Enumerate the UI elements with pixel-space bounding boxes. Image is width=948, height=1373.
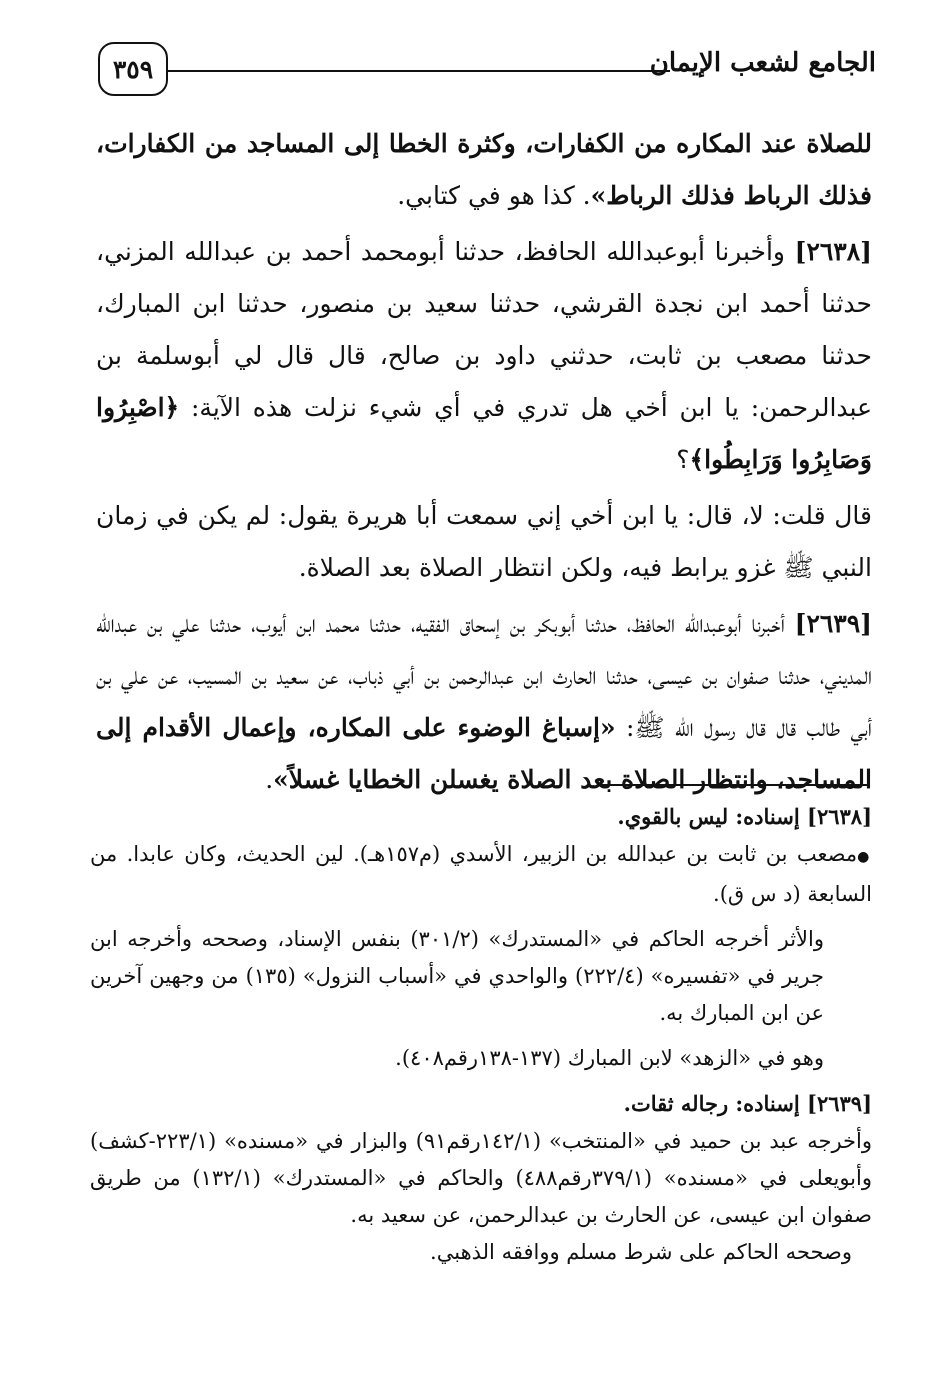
main-text: [96, 118, 872, 810]
bullet-icon: ●: [857, 849, 873, 865]
header-rule: [166, 70, 670, 72]
hadith-number: [٢٦٣٨]: [794, 237, 872, 266]
isnad-text: وأخبرنا أبوعبدالله الحافظ، حدثنا أبومحمد أحمد بن عبدالله المزني، حدثنا أحمد ابن نجدة القرشي، حدثنا سعيد بن منصور، حدثنا ابن المبارك، حدثنا مصعب بن ثابت، حدثني داود بن صالح، قال قال لي أبوسلمة بن عبدالرحمن: يا ابن أخي هل تدري في أي شيء نزلت هذه الآية:: [96, 237, 872, 422]
page-header: [98, 42, 876, 94]
paragraph-2639: [96, 598, 872, 806]
hadith-text-bold: للصلاة عند المكاره من الكفارات، وكثرة الخطا إلى المساجد من الكفارات، فذلك الرباط فذلك الرباط»: [96, 129, 872, 210]
paragraph-continuation: [96, 118, 872, 222]
remark-text: . كذا هو في كتابي.: [397, 181, 591, 210]
footnote-zuhd: [90, 1040, 872, 1077]
footnote-2638: [90, 798, 872, 836]
period: .: [265, 765, 274, 794]
hadith-number: [٢٦٣٩]: [794, 609, 872, 638]
footnote-narrator: [90, 836, 872, 913]
hadith-text-bold: «إسباغ الوضوء على المكاره، وإعمال الأقدام إلى المساجد، وانتظار الصلاة بعد الصلاة يغسلن الخطايا غسلاً»: [96, 713, 872, 794]
footnote-heading: إسناده: ليس بالقوي.: [617, 804, 807, 829]
zuhd-text: وهو في «الزهد» لابن المبارك (١٣٧-١٣٨رقم٤٠٨).: [395, 1046, 824, 1070]
footnote-takhrij: [90, 921, 872, 1032]
narrator-text: مصعب بن ثابت بن عبدالله بن الزبير، الأسدي (م١٥٧هـ). لين الحديث، وكان عابدا. من السابعة (د س ق).: [90, 842, 872, 906]
isnad-text: أخبرنا أبوعبدالله الحافظ، حدثنا أبوبكر بن إسحاق الفقيه، حدثنا محمد ابن أيوب، حدثنا علي بن عبدالله المديني، حدثنا صفوان بن عيسى، حدثنا الحارث ابن عبدالرحمن بن أبي ذباب، عن سعيد بن المسيب، عن علي بن أبي طالب قال قال رسول الله ﷺ:: [96, 609, 873, 742]
paragraph-2638-answer: [96, 490, 872, 594]
tashih-text: وصححه الحاكم على شرط مسلم ووافقه الذهبي.: [430, 1240, 852, 1264]
quran-verse: ﴿اصْبِرُوا وَصَابِرُوا وَرَابِطُوا﴾: [96, 393, 872, 474]
answer-text: قال قلت: لا، قال: يا ابن أخي إني سمعت أبا هريرة يقول: لم يكن في زمان النبي ﷺ غزو يرابط فيه، ولكن انتظار الصلاة بعد الصلاة.: [96, 501, 872, 582]
running-title: الجامع لشعب الإيمان: [649, 48, 876, 78]
paragraph-2638: [96, 226, 872, 486]
question-mark: ؟: [676, 445, 690, 474]
footnote-number: [٢٦٣٨]: [807, 804, 872, 829]
footnote-tashih: [90, 1234, 872, 1271]
footnote-separator: [598, 784, 868, 786]
footnote-number: [٢٦٣٩]: [807, 1091, 872, 1116]
footnote-heading: إسناده: رجاله ثقات.: [623, 1091, 807, 1116]
page-number: ٣٥٩: [98, 42, 168, 96]
footnote-2639: [90, 1085, 872, 1123]
takhrij-text: وأخرجه عبد بن حميد في «المنتخب» (١٤٢/١رقم٩١) والبزار في «مسنده» (٢٢٣/١-كشف) وأبويعلى في «مسنده» (٣٧٩/١رقم٤٨٨) والحاكم في «المستدرك» (١٣٢/١) من طريق صفوان ابن عيسى، عن الحارث بن عبدالرحمن، عن سعيد به.: [90, 1129, 872, 1227]
footnote-takhrij-2639: [90, 1123, 872, 1234]
takhrij-text: والأثر أخرجه الحاكم في «المستدرك» (٣٠١/٢) بنفس الإسناد، وصححه وأخرجه ابن جرير في «تفسيره» (٢٢٢/٤) والواحدي في «أسباب النزول» (١٣٥) من وجهين آخرين عن ابن المبارك به.: [90, 927, 824, 1025]
footnotes: [90, 798, 872, 1279]
